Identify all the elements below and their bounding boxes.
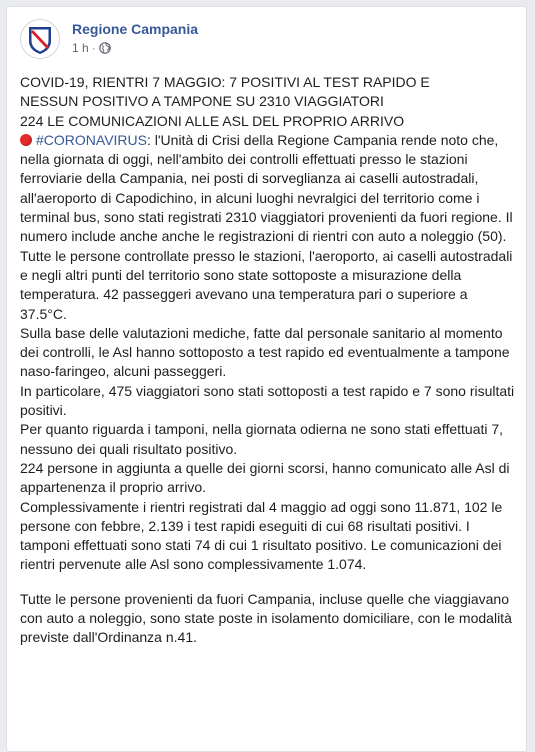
- globe-icon[interactable]: [99, 42, 111, 54]
- post-content: [20, 73, 518, 648]
- body-paragraph: Tutte le persone controllate presso le stazioni, l'aeroporto, ai caselli autostradali e negli altri punti del territorio sono state sottoposte a misurazione della temperatura. 42 passeggeri avevano una temperatura pari o superiore a 37.5°C.: [20, 247, 513, 322]
- post-time[interactable]: 1 h: [72, 41, 89, 55]
- body-paragraph: Per quanto riguarda i tamponi, nella giornata odierna ne sono stati effettuati 7, nessuno dei quali risultato positivo.: [20, 421, 504, 457]
- intro-text: : l'Unità di Crisi della Regione Campania rende noto che, nella giornata di oggi, nell'ambito dei controlli effettuati presso le stazioni ferroviarie della Campania, nei posti di sorveglianza ai caselli autostradali, all'aeroporto di Capodichino, in alcuni luoghi nevralgici del territorio come i terminal bus, sono stati registrati 2310 viaggiatori provenienti da fuori regione. Il numero include anche anche le registrazioni di rientri con auto a noleggio (50).: [20, 131, 513, 245]
- body-paragraph: 224 persone in aggiunta a quelle dei giorni scorsi, hanno comunicato alle Asl di appartenenza il proprio arrivo.: [20, 459, 510, 496]
- post-meta: [72, 41, 111, 55]
- intro-paragraph: [20, 131, 518, 247]
- hashtag-link[interactable]: #CORONAVIRUS: [36, 131, 147, 148]
- body-paragraph: Sulla base delle valutazioni mediche, fatte dal personale sanitario al momento dei controlli, le Asl hanno sottoposto a test rapido ed eventualmente a tampone naso-faringeo, alcuni passeggeri.: [20, 324, 510, 380]
- body-paragraph: In particolare, 475 viaggiatori sono stati sottoposti a test rapido e 7 sono risultati positivi.: [20, 382, 515, 419]
- red-circle-icon: [20, 134, 32, 146]
- regione-campania-logo-icon: [21, 20, 59, 58]
- post-card: [6, 6, 527, 752]
- page-avatar[interactable]: [20, 19, 60, 59]
- headline-line: COVID-19, RIENTRI 7 MAGGIO: 7 POSITIVI AL TEST RAPIDO E: [20, 74, 430, 90]
- post-headline: [20, 73, 518, 131]
- paragraph-spacer: [20, 575, 518, 590]
- meta-separator: ·: [91, 41, 96, 55]
- headline-line: 224 LE COMUNICAZIONI ALLE ASL DEL PROPRIO ARRIVO: [20, 112, 405, 129]
- post-header: [20, 19, 513, 63]
- headline-line: NESSUN POSITIVO A TAMPONE SU 2310 VIAGGIATORI: [20, 93, 384, 110]
- body-paragraph: Complessivamente i rientri registrati dal 4 maggio ad oggi sono 11.871, 102 le persone con febbre, 2.139 i test rapidi eseguiti di cui 68 risultati positivi. I tamponi effettuati sono stati 74 di cui 1 risultato positivo. Le comunicazioni dei rientri pervenute alle Asl sono complessivamente 1.074.: [20, 498, 503, 573]
- closing-paragraph: Tutte le persone provenienti da fuori Campania, incluse quelle che viaggiavano con auto a noleggio, sono state poste in isolamento domiciliare, con le modalità previste dall'Ordinanza n.41.: [20, 590, 512, 646]
- page-name[interactable]: Regione Campania: [72, 21, 199, 37]
